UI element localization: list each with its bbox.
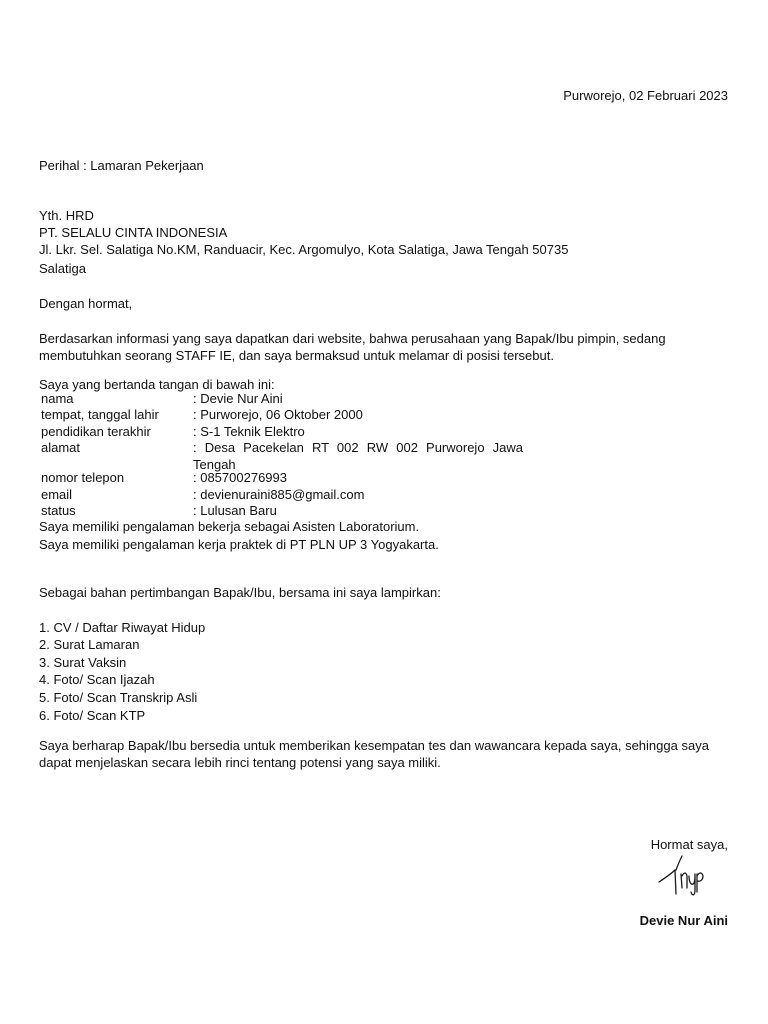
experience-line-1: Saya memiliki pengalaman bekerja sebagai Asisten Laboratorium.	[39, 519, 420, 534]
intro-paragraph: Berdasarkan informasi yang saya dapatkan dari website, bahwa perusahaan yang Bapak/Ibu pimpin, sedang membutuhkan seorang STAFF IE, dan saya bermaksud untuk melamar di posisi tersebut.	[39, 331, 666, 363]
attachments-intro: Sebagai bahan pertimbangan Bapak/Ibu, bersama ini saya lampirkan:	[39, 585, 441, 600]
attachment-item: 2. Surat Lamaran	[39, 637, 140, 652]
attachment-item: 5. Foto/ Scan Transkrip Asli	[39, 690, 198, 705]
closing-greeting: Hormat saya,	[650, 837, 728, 852]
recipient-attention: Yth. HRD	[39, 208, 94, 223]
letter-date: Purworejo, 02 Februari 2023	[563, 88, 728, 103]
identity-label: tempat, tanggal lahir	[41, 407, 159, 422]
recipient-company: PT. SELALU CINTA INDONESIA	[39, 225, 228, 240]
closing-paragraph: Saya berharap Bapak/Ibu bersedia untuk memberikan kesempatan tes dan wawancara kepada saya, sehingga saya dapat menjelaskan secara lebih rinci tentang potensi yang saya miliki.	[39, 738, 709, 770]
address-line-1: : Desa Pacekelan RT 002 RW 002 Purworejo Jawa	[193, 440, 523, 455]
attachment-item: 4. Foto/ Scan Ijazah	[39, 672, 155, 687]
identity-label: alamat	[41, 440, 81, 455]
attachment-item: 6. Foto/ Scan KTP	[39, 708, 146, 723]
handwritten-signature	[655, 852, 711, 896]
identity-value: : Purworejo, 06 Oktober 2000	[193, 407, 363, 422]
attachment-item: 1. CV / Daftar Riwayat Hidup	[39, 620, 206, 635]
identity-intro: Saya yang bertanda tangan di bawah ini:	[39, 377, 275, 392]
identity-value: : 085700276993	[193, 470, 287, 485]
identity-value: : Lulusan Baru	[193, 503, 277, 518]
attachment-item: 3. Surat Vaksin	[39, 655, 127, 670]
recipient-address: Jl. Lkr. Sel. Salatiga No.KM, Randuacir, Kec. Argomulyo, Kota Salatiga, Jawa Tengah 50735	[39, 242, 569, 257]
subject-line: Perihal : Lamaran Pekerjaan	[39, 158, 204, 173]
address-line-2: Tengah	[193, 457, 236, 472]
identity-value: : devienuraini885@gmail.com	[193, 487, 365, 502]
identity-value: : S-1 Teknik Elektro	[193, 424, 305, 439]
identity-value-line1	[193, 439, 525, 473]
identity-label: status	[41, 503, 76, 518]
recipient-city: Salatiga	[39, 261, 86, 276]
identity-label: pendidikan terakhir	[41, 424, 151, 439]
experience-line-2: Saya memiliki pengalaman kerja praktek di PT PLN UP 3 Yogyakarta.	[39, 537, 439, 552]
identity-value: : Devie Nur Aini	[193, 391, 283, 406]
identity-label: nomor telepon	[41, 470, 125, 485]
identity-label: nama	[41, 391, 74, 406]
signatory-name: Devie Nur Aini	[639, 913, 728, 928]
salutation: Dengan hormat,	[39, 296, 133, 311]
identity-label: email	[41, 487, 73, 502]
